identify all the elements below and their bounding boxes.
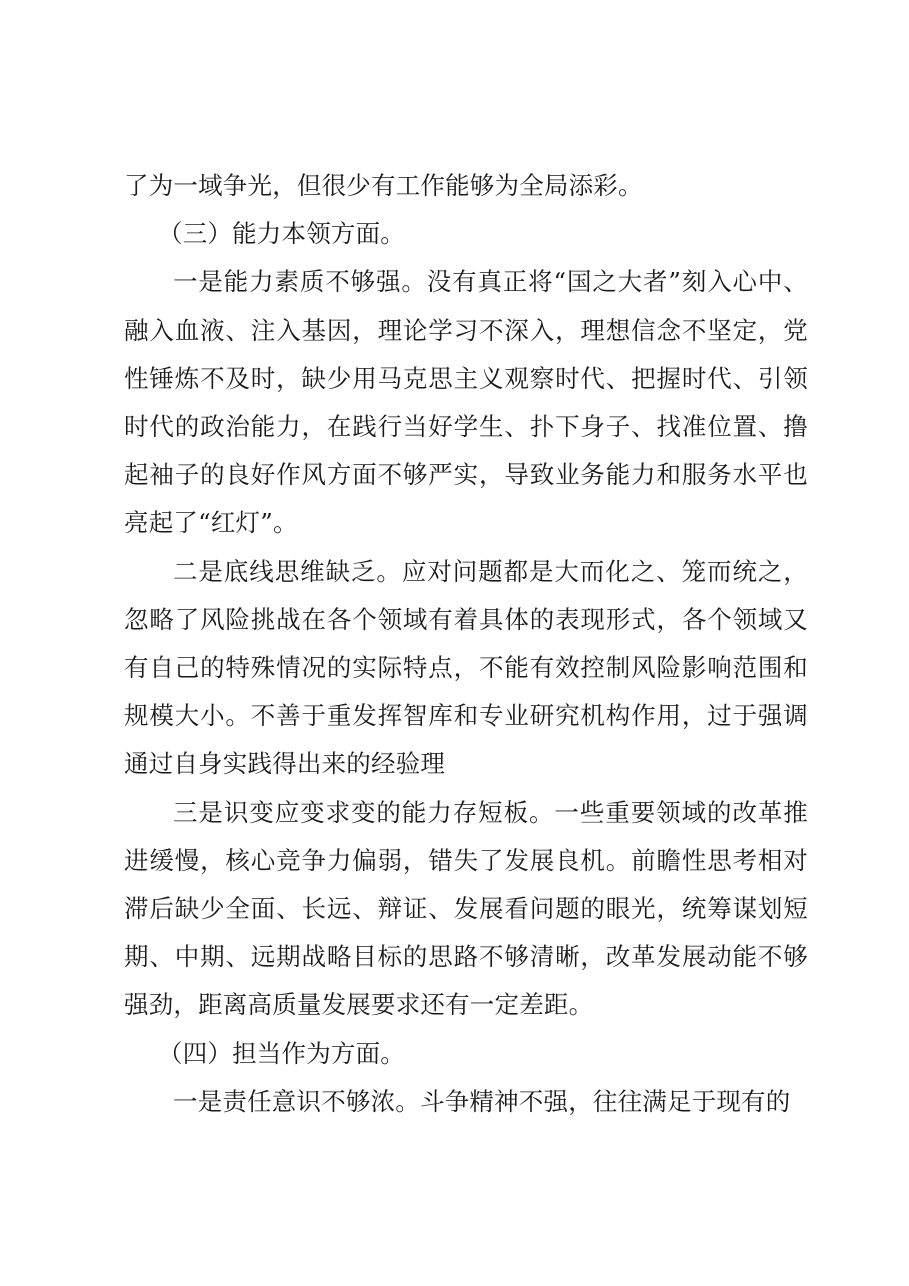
paragraph-responsibility-awareness: 一是责任意识不够浓。斗争精神不强，往往满足于现有的 [173,1086,791,1116]
paragraph-ability-quality: 一是能力素质不够强。没有真正将“国之大者”刻入心中、融入血液、注入基因，理论学习不深入，理想信念不坚定，党性锤炼不及时，缺少用马克思主义观察时代、把握时代、引领时代的政治能力，在践行当好学生、扑下身子、找准位置、撸起袖子的良好作风方面不够严实，导致业务能力和服务水平也亮起了“红灯”。 [124,267,808,538]
section-heading-ability: （三）能力本领方面。 [158,219,405,249]
document-body [124,162,808,1126]
paragraph-continuation: 了为一域争光，但很少有工作能够为全局添彩。 [124,171,643,200]
paragraph-adapt-to-change: 三是识变应变求变的能力存短板。一些重要领域的改革推进缓慢，核心竞争力偏弱，错失了发展良机。前瞻性思考相对滞后缺少全面、长远、辩证、发展看问题的眼光，统筹谋划短期、中期、远期战略目标的思路不够清晰，改革发展动能不够强劲，距离高质量发展要求还有一定差距。 [124,797,808,1020]
section-heading-responsibility: （四）担当作为方面。 [158,1038,405,1068]
paragraph-bottom-line-thinking: 二是底线思维缺乏。应对问题都是大而化之、笼而统之，忽略了风险挑战在各个领域有着具体的表现形式，各个领域又有自己的特殊情况的实际特点，不能有效控制风险影响范围和规模大小。不善于重发挥智库和专业研究机构作用，过于强调通过自身实践得出来的经验理 [124,556,808,779]
